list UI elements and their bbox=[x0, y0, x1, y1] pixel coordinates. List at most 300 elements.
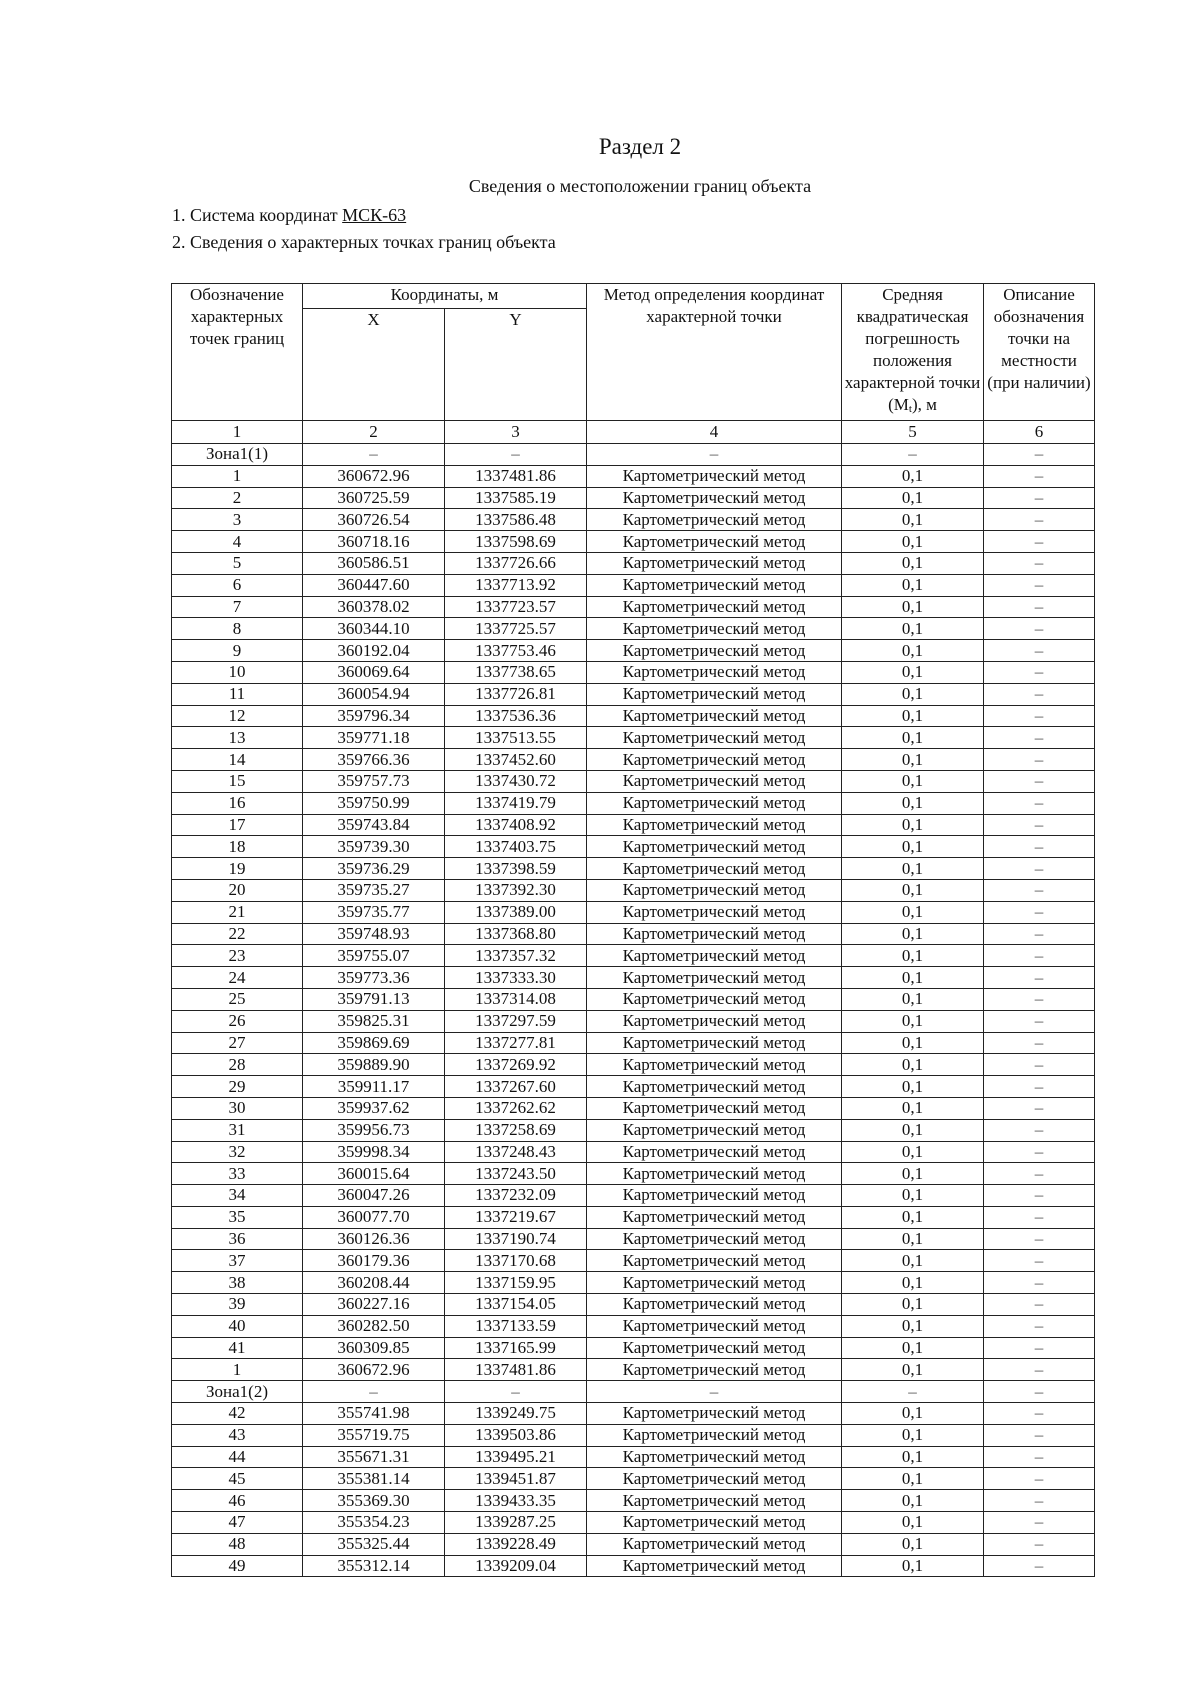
zone-label: Зона1(2) bbox=[172, 1381, 303, 1403]
point-y: 1337398.59 bbox=[445, 858, 587, 880]
point-description: – bbox=[984, 1076, 1095, 1098]
point-y: 1337586.48 bbox=[445, 509, 587, 531]
point-error: 0,1 bbox=[842, 1424, 984, 1446]
point-number: 11 bbox=[172, 683, 303, 705]
point-y: 1337481.86 bbox=[445, 1359, 587, 1381]
point-number: 20 bbox=[172, 879, 303, 901]
point-method: Картометрический метод bbox=[587, 683, 842, 705]
point-y: 1337368.80 bbox=[445, 923, 587, 945]
table-row bbox=[172, 1490, 1095, 1512]
table-row bbox=[172, 967, 1095, 989]
cell-dash: – bbox=[445, 444, 587, 466]
point-number: 44 bbox=[172, 1446, 303, 1468]
point-error: 0,1 bbox=[842, 1076, 984, 1098]
table-row bbox=[172, 1468, 1095, 1490]
point-y: 1337262.62 bbox=[445, 1097, 587, 1119]
table-row bbox=[172, 923, 1095, 945]
table-row bbox=[172, 1294, 1095, 1316]
point-x: 359956.73 bbox=[303, 1119, 445, 1141]
point-number: 36 bbox=[172, 1228, 303, 1250]
point-number: 33 bbox=[172, 1163, 303, 1185]
cell-dash: – bbox=[984, 1381, 1095, 1403]
point-x: 355354.23 bbox=[303, 1512, 445, 1534]
point-description: – bbox=[984, 792, 1095, 814]
point-error: 0,1 bbox=[842, 967, 984, 989]
point-y: 1337481.86 bbox=[445, 465, 587, 487]
table-row bbox=[172, 858, 1095, 880]
col-number: 4 bbox=[587, 421, 842, 444]
point-y: 1337248.43 bbox=[445, 1141, 587, 1163]
point-number: 13 bbox=[172, 727, 303, 749]
point-x: 359757.73 bbox=[303, 770, 445, 792]
point-error: 0,1 bbox=[842, 1512, 984, 1534]
point-x: 359791.13 bbox=[303, 988, 445, 1010]
point-method: Картометрический метод bbox=[587, 770, 842, 792]
point-number: 41 bbox=[172, 1337, 303, 1359]
point-number: 2 bbox=[172, 487, 303, 509]
point-error: 0,1 bbox=[842, 1533, 984, 1555]
point-method: Картометрический метод bbox=[587, 749, 842, 771]
table-row bbox=[172, 1403, 1095, 1425]
point-x: 359735.77 bbox=[303, 901, 445, 923]
point-method: Картометрический метод bbox=[587, 1163, 842, 1185]
point-error: 0,1 bbox=[842, 1403, 984, 1425]
point-number: 1 bbox=[172, 465, 303, 487]
point-method: Картометрический метод bbox=[587, 1097, 842, 1119]
point-method: Картометрический метод bbox=[587, 1228, 842, 1250]
point-number: 28 bbox=[172, 1054, 303, 1076]
point-x: 359771.18 bbox=[303, 727, 445, 749]
point-method: Картометрический метод bbox=[587, 487, 842, 509]
point-x: 360282.50 bbox=[303, 1315, 445, 1337]
point-number: 12 bbox=[172, 705, 303, 727]
point-x: 360077.70 bbox=[303, 1206, 445, 1228]
point-number: 38 bbox=[172, 1272, 303, 1294]
point-error: 0,1 bbox=[842, 749, 984, 771]
point-description: – bbox=[984, 770, 1095, 792]
point-y: 1337357.32 bbox=[445, 945, 587, 967]
point-x: 360227.16 bbox=[303, 1294, 445, 1316]
point-number: 24 bbox=[172, 967, 303, 989]
point-method: Картометрический метод bbox=[587, 1403, 842, 1425]
point-error: 0,1 bbox=[842, 988, 984, 1010]
point-x: 359889.90 bbox=[303, 1054, 445, 1076]
point-x: 360054.94 bbox=[303, 683, 445, 705]
table-row bbox=[172, 661, 1095, 683]
point-x: 359739.30 bbox=[303, 836, 445, 858]
point-error: 0,1 bbox=[842, 1250, 984, 1272]
point-y: 1337170.68 bbox=[445, 1250, 587, 1272]
point-number: 45 bbox=[172, 1468, 303, 1490]
point-x: 360725.59 bbox=[303, 487, 445, 509]
point-method: Картометрический метод bbox=[587, 531, 842, 553]
point-number: 37 bbox=[172, 1250, 303, 1272]
table-row bbox=[172, 1206, 1095, 1228]
section-subtitle: Сведения о местоположении границ объекта bbox=[468, 176, 812, 196]
point-description: – bbox=[984, 1315, 1095, 1337]
point-x: 359796.34 bbox=[303, 705, 445, 727]
point-number: 1 bbox=[172, 1359, 303, 1381]
point-error: 0,1 bbox=[842, 1097, 984, 1119]
section-title: Раздел 2 bbox=[598, 134, 682, 159]
point-method: Картометрический метод bbox=[587, 1512, 842, 1534]
header-method: Метод определения координат характерной точки bbox=[587, 284, 842, 421]
table-row bbox=[172, 901, 1095, 923]
point-description: – bbox=[984, 552, 1095, 574]
cell-dash: – bbox=[984, 444, 1095, 466]
point-description: – bbox=[984, 1294, 1095, 1316]
table-row bbox=[172, 879, 1095, 901]
table-row bbox=[172, 1054, 1095, 1076]
col-number: 1 bbox=[172, 421, 303, 444]
point-description: – bbox=[984, 988, 1095, 1010]
point-x: 360192.04 bbox=[303, 640, 445, 662]
table-row bbox=[172, 552, 1095, 574]
point-description: – bbox=[984, 705, 1095, 727]
point-y: 1337314.08 bbox=[445, 988, 587, 1010]
point-error: 0,1 bbox=[842, 945, 984, 967]
table-row bbox=[172, 1185, 1095, 1207]
point-y: 1337598.69 bbox=[445, 531, 587, 553]
point-error: 0,1 bbox=[842, 705, 984, 727]
point-method: Картометрический метод bbox=[587, 1555, 842, 1577]
coordinate-system-value: МСК-63 bbox=[342, 205, 407, 225]
point-error: 0,1 bbox=[842, 1315, 984, 1337]
point-y: 1337333.30 bbox=[445, 967, 587, 989]
boundary-points-table bbox=[171, 283, 1095, 1577]
point-number: 6 bbox=[172, 574, 303, 596]
point-method: Картометрический метод bbox=[587, 596, 842, 618]
point-x: 359911.17 bbox=[303, 1076, 445, 1098]
point-description: – bbox=[984, 1010, 1095, 1032]
point-y: 1337738.65 bbox=[445, 661, 587, 683]
table-row bbox=[172, 574, 1095, 596]
coordinate-system-prefix: 1. Система координат bbox=[172, 205, 343, 225]
point-method: Картометрический метод bbox=[587, 1446, 842, 1468]
table-row bbox=[172, 1512, 1095, 1534]
point-error: 0,1 bbox=[842, 465, 984, 487]
point-error: 0,1 bbox=[842, 770, 984, 792]
point-method: Картометрический метод bbox=[587, 1315, 842, 1337]
cell-dash: – bbox=[303, 444, 445, 466]
point-number: 25 bbox=[172, 988, 303, 1010]
point-description: – bbox=[984, 749, 1095, 771]
point-y: 1337408.92 bbox=[445, 814, 587, 836]
point-x: 355719.75 bbox=[303, 1424, 445, 1446]
point-method: Картометрический метод bbox=[587, 509, 842, 531]
point-error: 0,1 bbox=[842, 1337, 984, 1359]
point-description: – bbox=[984, 1512, 1095, 1534]
cell-dash: – bbox=[842, 444, 984, 466]
table-row bbox=[172, 749, 1095, 771]
point-number: 47 bbox=[172, 1512, 303, 1534]
point-error: 0,1 bbox=[842, 487, 984, 509]
point-x: 359766.36 bbox=[303, 749, 445, 771]
point-x: 359825.31 bbox=[303, 1010, 445, 1032]
point-y: 1339228.49 bbox=[445, 1533, 587, 1555]
point-x: 355381.14 bbox=[303, 1468, 445, 1490]
point-x: 359937.62 bbox=[303, 1097, 445, 1119]
table-row bbox=[172, 683, 1095, 705]
point-y: 1337726.81 bbox=[445, 683, 587, 705]
header-coordinates: Координаты, м bbox=[303, 284, 587, 309]
point-error: 0,1 bbox=[842, 596, 984, 618]
point-x: 355741.98 bbox=[303, 1403, 445, 1425]
point-y: 1337219.67 bbox=[445, 1206, 587, 1228]
point-y: 1337258.69 bbox=[445, 1119, 587, 1141]
point-description: – bbox=[984, 1446, 1095, 1468]
point-number: 43 bbox=[172, 1424, 303, 1446]
point-y: 1339249.75 bbox=[445, 1403, 587, 1425]
table-row bbox=[172, 792, 1095, 814]
point-method: Картометрический метод bbox=[587, 1141, 842, 1163]
point-y: 1339495.21 bbox=[445, 1446, 587, 1468]
table-row bbox=[172, 1032, 1095, 1054]
cell-dash: – bbox=[842, 1381, 984, 1403]
point-error: 0,1 bbox=[842, 661, 984, 683]
table-row bbox=[172, 1359, 1095, 1381]
table-row bbox=[172, 1119, 1095, 1141]
point-method: Картометрический метод bbox=[587, 814, 842, 836]
point-x: 360047.26 bbox=[303, 1185, 445, 1207]
table-row bbox=[172, 640, 1095, 662]
point-method: Картометрический метод bbox=[587, 727, 842, 749]
table-row bbox=[172, 1315, 1095, 1337]
point-error: 0,1 bbox=[842, 1032, 984, 1054]
point-number: 30 bbox=[172, 1097, 303, 1119]
table-row bbox=[172, 814, 1095, 836]
point-y: 1337392.30 bbox=[445, 879, 587, 901]
point-x: 359735.27 bbox=[303, 879, 445, 901]
point-method: Картометрический метод bbox=[587, 1294, 842, 1316]
table-row bbox=[172, 770, 1095, 792]
point-method: Картометрический метод bbox=[587, 1533, 842, 1555]
point-description: – bbox=[984, 661, 1095, 683]
point-description: – bbox=[984, 487, 1095, 509]
point-y: 1337723.57 bbox=[445, 596, 587, 618]
point-x: 360672.96 bbox=[303, 465, 445, 487]
point-number: 27 bbox=[172, 1032, 303, 1054]
table-row bbox=[172, 596, 1095, 618]
point-error: 0,1 bbox=[842, 1119, 984, 1141]
point-x: 359736.29 bbox=[303, 858, 445, 880]
point-error: 0,1 bbox=[842, 858, 984, 880]
point-error: 0,1 bbox=[842, 1272, 984, 1294]
point-description: – bbox=[984, 967, 1095, 989]
point-number: 15 bbox=[172, 770, 303, 792]
point-number: 21 bbox=[172, 901, 303, 923]
point-x: 360069.64 bbox=[303, 661, 445, 683]
point-description: – bbox=[984, 1272, 1095, 1294]
point-number: 23 bbox=[172, 945, 303, 967]
point-y: 1337430.72 bbox=[445, 770, 587, 792]
point-number: 32 bbox=[172, 1141, 303, 1163]
point-method: Картометрический метод bbox=[587, 1185, 842, 1207]
point-x: 360378.02 bbox=[303, 596, 445, 618]
point-error: 0,1 bbox=[842, 879, 984, 901]
point-error: 0,1 bbox=[842, 1294, 984, 1316]
point-number: 17 bbox=[172, 814, 303, 836]
point-error: 0,1 bbox=[842, 1490, 984, 1512]
point-y: 1337297.59 bbox=[445, 1010, 587, 1032]
cell-dash: – bbox=[587, 444, 842, 466]
point-description: – bbox=[984, 727, 1095, 749]
table-row bbox=[172, 1555, 1095, 1577]
point-number: 8 bbox=[172, 618, 303, 640]
point-description: – bbox=[984, 879, 1095, 901]
point-error: 0,1 bbox=[842, 531, 984, 553]
point-x: 359750.99 bbox=[303, 792, 445, 814]
table-row bbox=[172, 1010, 1095, 1032]
table-row bbox=[172, 618, 1095, 640]
point-number: 29 bbox=[172, 1076, 303, 1098]
table-row bbox=[172, 836, 1095, 858]
point-description: – bbox=[984, 923, 1095, 945]
point-y: 1339503.86 bbox=[445, 1424, 587, 1446]
point-description: – bbox=[984, 640, 1095, 662]
point-error: 0,1 bbox=[842, 836, 984, 858]
point-error: 0,1 bbox=[842, 552, 984, 574]
point-number: 42 bbox=[172, 1403, 303, 1425]
point-y: 1337585.19 bbox=[445, 487, 587, 509]
point-number: 3 bbox=[172, 509, 303, 531]
point-y: 1337133.59 bbox=[445, 1315, 587, 1337]
table-row bbox=[172, 1163, 1095, 1185]
point-y: 1339287.25 bbox=[445, 1512, 587, 1534]
point-method: Картометрический метод bbox=[587, 574, 842, 596]
point-y: 1337419.79 bbox=[445, 792, 587, 814]
point-error: 0,1 bbox=[842, 618, 984, 640]
point-y: 1337713.92 bbox=[445, 574, 587, 596]
point-number: 34 bbox=[172, 1185, 303, 1207]
point-method: Картометрический метод bbox=[587, 705, 842, 727]
points-heading: 2. Сведения о характерных точках границ объекта bbox=[172, 232, 556, 252]
table-row bbox=[172, 945, 1095, 967]
point-description: – bbox=[984, 1163, 1095, 1185]
point-method: Картометрический метод bbox=[587, 552, 842, 574]
point-number: 46 bbox=[172, 1490, 303, 1512]
point-y: 1337165.99 bbox=[445, 1337, 587, 1359]
point-x: 360179.36 bbox=[303, 1250, 445, 1272]
point-error: 0,1 bbox=[842, 1446, 984, 1468]
point-x: 355671.31 bbox=[303, 1446, 445, 1468]
header-error-text: Средняя квадратическая погрешность положения характерной точки (M bbox=[844, 285, 981, 414]
point-description: – bbox=[984, 596, 1095, 618]
point-number: 48 bbox=[172, 1533, 303, 1555]
point-method: Картометрический метод bbox=[587, 1424, 842, 1446]
point-number: 18 bbox=[172, 836, 303, 858]
zone-row bbox=[172, 1381, 1095, 1403]
point-description: – bbox=[984, 1424, 1095, 1446]
point-y: 1337154.05 bbox=[445, 1294, 587, 1316]
point-error: 0,1 bbox=[842, 1054, 984, 1076]
point-x: 360586.51 bbox=[303, 552, 445, 574]
point-number: 22 bbox=[172, 923, 303, 945]
point-y: 1337269.92 bbox=[445, 1054, 587, 1076]
point-method: Картометрический метод bbox=[587, 967, 842, 989]
zone-row bbox=[172, 444, 1095, 466]
point-description: – bbox=[984, 1054, 1095, 1076]
point-description: – bbox=[984, 901, 1095, 923]
point-description: – bbox=[984, 1032, 1095, 1054]
table-row bbox=[172, 465, 1095, 487]
point-number: 14 bbox=[172, 749, 303, 771]
point-description: – bbox=[984, 1359, 1095, 1381]
header-y: Y bbox=[445, 309, 587, 421]
point-method: Картометрический метод bbox=[587, 1468, 842, 1490]
point-number: 31 bbox=[172, 1119, 303, 1141]
table-row bbox=[172, 705, 1095, 727]
point-method: Картометрический метод bbox=[587, 1119, 842, 1141]
point-method: Картометрический метод bbox=[587, 1337, 842, 1359]
point-method: Картометрический метод bbox=[587, 661, 842, 683]
point-error: 0,1 bbox=[842, 640, 984, 662]
point-y: 1339433.35 bbox=[445, 1490, 587, 1512]
point-y: 1337190.74 bbox=[445, 1228, 587, 1250]
col-number: 2 bbox=[303, 421, 445, 444]
table-row bbox=[172, 1097, 1095, 1119]
point-error: 0,1 bbox=[842, 923, 984, 945]
point-number: 7 bbox=[172, 596, 303, 618]
col-number: 6 bbox=[984, 421, 1095, 444]
point-y: 1337267.60 bbox=[445, 1076, 587, 1098]
point-description: – bbox=[984, 1337, 1095, 1359]
table-row bbox=[172, 487, 1095, 509]
table-row bbox=[172, 1141, 1095, 1163]
point-error: 0,1 bbox=[842, 792, 984, 814]
point-description: – bbox=[984, 465, 1095, 487]
point-description: – bbox=[984, 1185, 1095, 1207]
point-number: 49 bbox=[172, 1555, 303, 1577]
point-x: 360718.16 bbox=[303, 531, 445, 553]
point-y: 1337389.00 bbox=[445, 901, 587, 923]
point-description: – bbox=[984, 1555, 1095, 1577]
point-x: 359743.84 bbox=[303, 814, 445, 836]
point-method: Картометрический метод bbox=[587, 792, 842, 814]
point-x: 360447.60 bbox=[303, 574, 445, 596]
point-method: Картометрический метод bbox=[587, 1250, 842, 1272]
point-method: Картометрический метод bbox=[587, 901, 842, 923]
table-row bbox=[172, 1250, 1095, 1272]
point-y: 1337452.60 bbox=[445, 749, 587, 771]
table-row bbox=[172, 1446, 1095, 1468]
cell-dash: – bbox=[445, 1381, 587, 1403]
point-y: 1337232.09 bbox=[445, 1185, 587, 1207]
point-method: Картометрический метод bbox=[587, 1206, 842, 1228]
header-error-sub: t bbox=[908, 403, 912, 415]
col-number: 5 bbox=[842, 421, 984, 444]
point-error: 0,1 bbox=[842, 509, 984, 531]
table-row bbox=[172, 1272, 1095, 1294]
point-method: Картометрический метод bbox=[587, 640, 842, 662]
cell-dash: – bbox=[587, 1381, 842, 1403]
point-error: 0,1 bbox=[842, 1228, 984, 1250]
header-error-tail: ), м bbox=[911, 395, 937, 414]
col-number: 3 bbox=[445, 421, 587, 444]
point-description: – bbox=[984, 1206, 1095, 1228]
point-x: 360126.36 bbox=[303, 1228, 445, 1250]
table-row bbox=[172, 531, 1095, 553]
point-method: Картометрический метод bbox=[587, 1010, 842, 1032]
point-x: 360672.96 bbox=[303, 1359, 445, 1381]
point-y: 1339451.87 bbox=[445, 1468, 587, 1490]
table-row bbox=[172, 988, 1095, 1010]
point-x: 360726.54 bbox=[303, 509, 445, 531]
point-error: 0,1 bbox=[842, 1359, 984, 1381]
point-method: Картометрический метод bbox=[587, 879, 842, 901]
point-method: Картометрический метод bbox=[587, 1054, 842, 1076]
point-x: 355369.30 bbox=[303, 1490, 445, 1512]
